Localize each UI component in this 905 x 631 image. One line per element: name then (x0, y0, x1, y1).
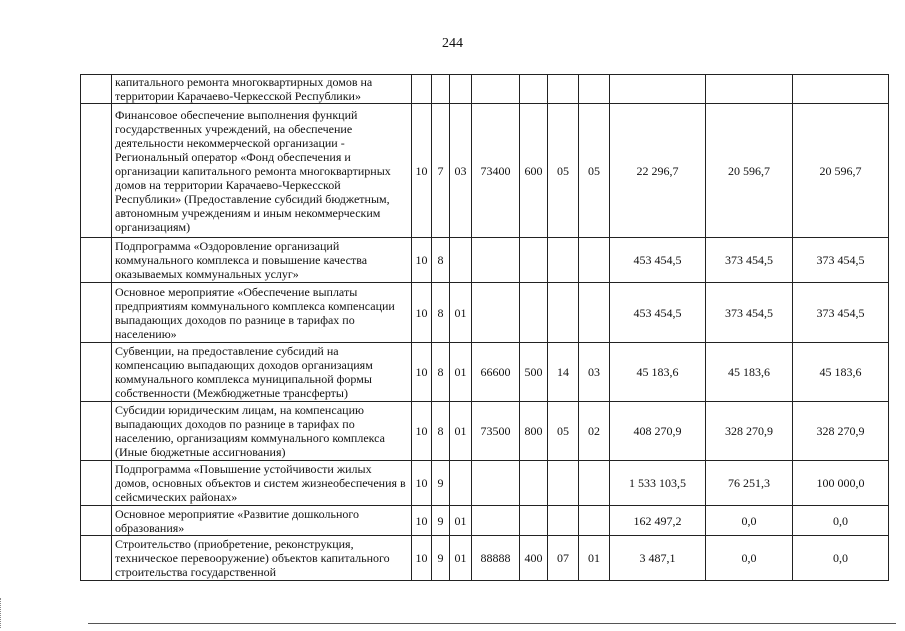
amount-year-2: 0,0 (706, 536, 793, 581)
row-marker-cell (81, 536, 112, 581)
row-marker-cell (81, 461, 112, 506)
code-direction (472, 461, 520, 506)
row-marker-cell (81, 238, 112, 283)
table-row (81, 75, 889, 104)
row-marker-cell (81, 283, 112, 343)
budget-table (80, 74, 889, 581)
amount-year-1: 3 487,1 (610, 536, 706, 581)
code-program: 8 (432, 402, 450, 461)
code-expense-type (520, 238, 548, 283)
row-marker-cell (81, 343, 112, 402)
code-section: 10 (412, 238, 432, 283)
code-subsection (579, 75, 610, 104)
code-expense-type: 500 (520, 343, 548, 402)
code-program: 9 (432, 461, 450, 506)
amount-year-2: 45 183,6 (706, 343, 793, 402)
code-program (432, 75, 450, 104)
code-expense-type (520, 75, 548, 104)
amount-year-2: 20 596,7 (706, 104, 793, 238)
code-section: 10 (412, 104, 432, 238)
table-row (81, 461, 889, 506)
code-event (450, 461, 472, 506)
code-event: 03 (450, 104, 472, 238)
code-subsection (579, 283, 610, 343)
code-subsection: 05 (579, 104, 610, 238)
table-row (81, 104, 889, 238)
row-name: Субсидии юридическим лицам, на компенсацию выпадающих доходов по разнице в тарифах по населению, организациям коммунального комплекса (Иные бюджетные ассигнования) (112, 402, 412, 461)
code-subsection: 01 (579, 536, 610, 581)
page-number: 244 (442, 36, 463, 51)
amount-year-1: 162 497,2 (610, 506, 706, 536)
code-expense-type (520, 461, 548, 506)
amount-year-3: 45 183,6 (793, 343, 889, 402)
amount-year-2: 373 454,5 (706, 283, 793, 343)
amount-year-1: 22 296,7 (610, 104, 706, 238)
code-subsection (579, 506, 610, 536)
row-name: Строительство (приобретение, реконструкция, техническое перевооружение) объектов капитального строительства государственной (112, 536, 412, 581)
amount-year-2: 328 270,9 (706, 402, 793, 461)
row-name: Основное мероприятие «Обеспечение выплаты предприятиям коммунального комплекса компенсации выпадающих доходов по разнице в тарифах по населению» (112, 283, 412, 343)
code-direction (472, 283, 520, 343)
code-subsection (579, 461, 610, 506)
code-event: 01 (450, 283, 472, 343)
row-name: Подпрограмма «Повышение устойчивости жилых домов, основных объектов и систем жизнеобеспечения в сейсмических районах» (112, 461, 412, 506)
amount-year-3: 373 454,5 (793, 283, 889, 343)
amount-year-1: 45 183,6 (610, 343, 706, 402)
code-expense-type (520, 506, 548, 536)
code-event (450, 75, 472, 104)
code-program: 8 (432, 238, 450, 283)
code-program: 8 (432, 343, 450, 402)
row-marker-cell (81, 402, 112, 461)
code-chapter (548, 506, 579, 536)
code-program: 9 (432, 506, 450, 536)
amount-year-3: 20 596,7 (793, 104, 889, 238)
amount-year-2: 0,0 (706, 506, 793, 536)
code-event (450, 238, 472, 283)
row-name: Финансовое обеспечение выполнения функций государственных учреждений, на обеспечение деятельности некоммерческой организации - Региональный оператор «Фонд обеспечения и организации капитального ремонта многоквартирных домов на территории Карачаево-Черкесской Республики» (Предоставление субсидий бюджетным, автономным учреждениям и иным некоммерческим организациям) (112, 104, 412, 238)
row-marker-cell (81, 506, 112, 536)
code-direction (472, 75, 520, 104)
table-row (81, 343, 889, 402)
code-expense-type: 600 (520, 104, 548, 238)
row-name: Субвенции, на предоставление субсидий на компенсацию выпадающих доходов организациям коммунального комплекса муниципальной формы собственности (Межбюджетные трансферты) (112, 343, 412, 402)
table-row (81, 402, 889, 461)
table-row (81, 283, 889, 343)
code-direction: 73400 (472, 104, 520, 238)
code-chapter (548, 238, 579, 283)
table-row (81, 506, 889, 536)
code-expense-type: 800 (520, 402, 548, 461)
code-subsection: 02 (579, 402, 610, 461)
code-chapter: 05 (548, 402, 579, 461)
amount-year-2: 373 454,5 (706, 238, 793, 283)
code-direction (472, 506, 520, 536)
amount-year-3: 0,0 (793, 506, 889, 536)
amount-year-1 (610, 75, 706, 104)
code-section (412, 75, 432, 104)
code-section: 10 (412, 343, 432, 402)
code-direction: 88888 (472, 536, 520, 581)
code-event: 01 (450, 506, 472, 536)
page-bottom-rule (88, 623, 896, 624)
amount-year-2: 76 251,3 (706, 461, 793, 506)
row-name: Подпрограмма «Оздоровление организаций коммунального комплекса и повышение качества оказываемых коммунальных услуг» (112, 238, 412, 283)
code-chapter: 14 (548, 343, 579, 402)
amount-year-1: 1 533 103,5 (610, 461, 706, 506)
code-chapter: 05 (548, 104, 579, 238)
code-event: 01 (450, 343, 472, 402)
code-direction: 66600 (472, 343, 520, 402)
code-program: 7 (432, 104, 450, 238)
code-expense-type: 400 (520, 536, 548, 581)
code-program: 8 (432, 283, 450, 343)
amount-year-3: 100 000,0 (793, 461, 889, 506)
table-row (81, 238, 889, 283)
code-section: 10 (412, 461, 432, 506)
amount-year-1: 453 454,5 (610, 238, 706, 283)
code-section: 10 (412, 402, 432, 461)
row-marker-cell (81, 75, 112, 104)
code-chapter: 07 (548, 536, 579, 581)
code-section: 10 (412, 283, 432, 343)
table-row (81, 536, 889, 581)
code-event: 01 (450, 402, 472, 461)
code-chapter (548, 283, 579, 343)
code-subsection: 03 (579, 343, 610, 402)
amount-year-1: 408 270,9 (610, 402, 706, 461)
code-section: 10 (412, 536, 432, 581)
margin-scan-mark (0, 598, 4, 628)
row-name: Основное мероприятие «Развитие дошкольного образования» (112, 506, 412, 536)
amount-year-3: 328 270,9 (793, 402, 889, 461)
amount-year-3: 373 454,5 (793, 238, 889, 283)
code-expense-type (520, 283, 548, 343)
amount-year-3: 0,0 (793, 536, 889, 581)
amount-year-2 (706, 75, 793, 104)
code-event: 01 (450, 536, 472, 581)
amount-year-3 (793, 75, 889, 104)
code-direction: 73500 (472, 402, 520, 461)
code-chapter (548, 75, 579, 104)
row-marker-cell (81, 104, 112, 238)
code-chapter (548, 461, 579, 506)
row-name: капитального ремонта многоквартирных домов на территории Карачаево-Черкесской Республики» (112, 75, 412, 104)
code-direction (472, 238, 520, 283)
code-program: 9 (432, 536, 450, 581)
code-subsection (579, 238, 610, 283)
code-section: 10 (412, 506, 432, 536)
amount-year-1: 453 454,5 (610, 283, 706, 343)
